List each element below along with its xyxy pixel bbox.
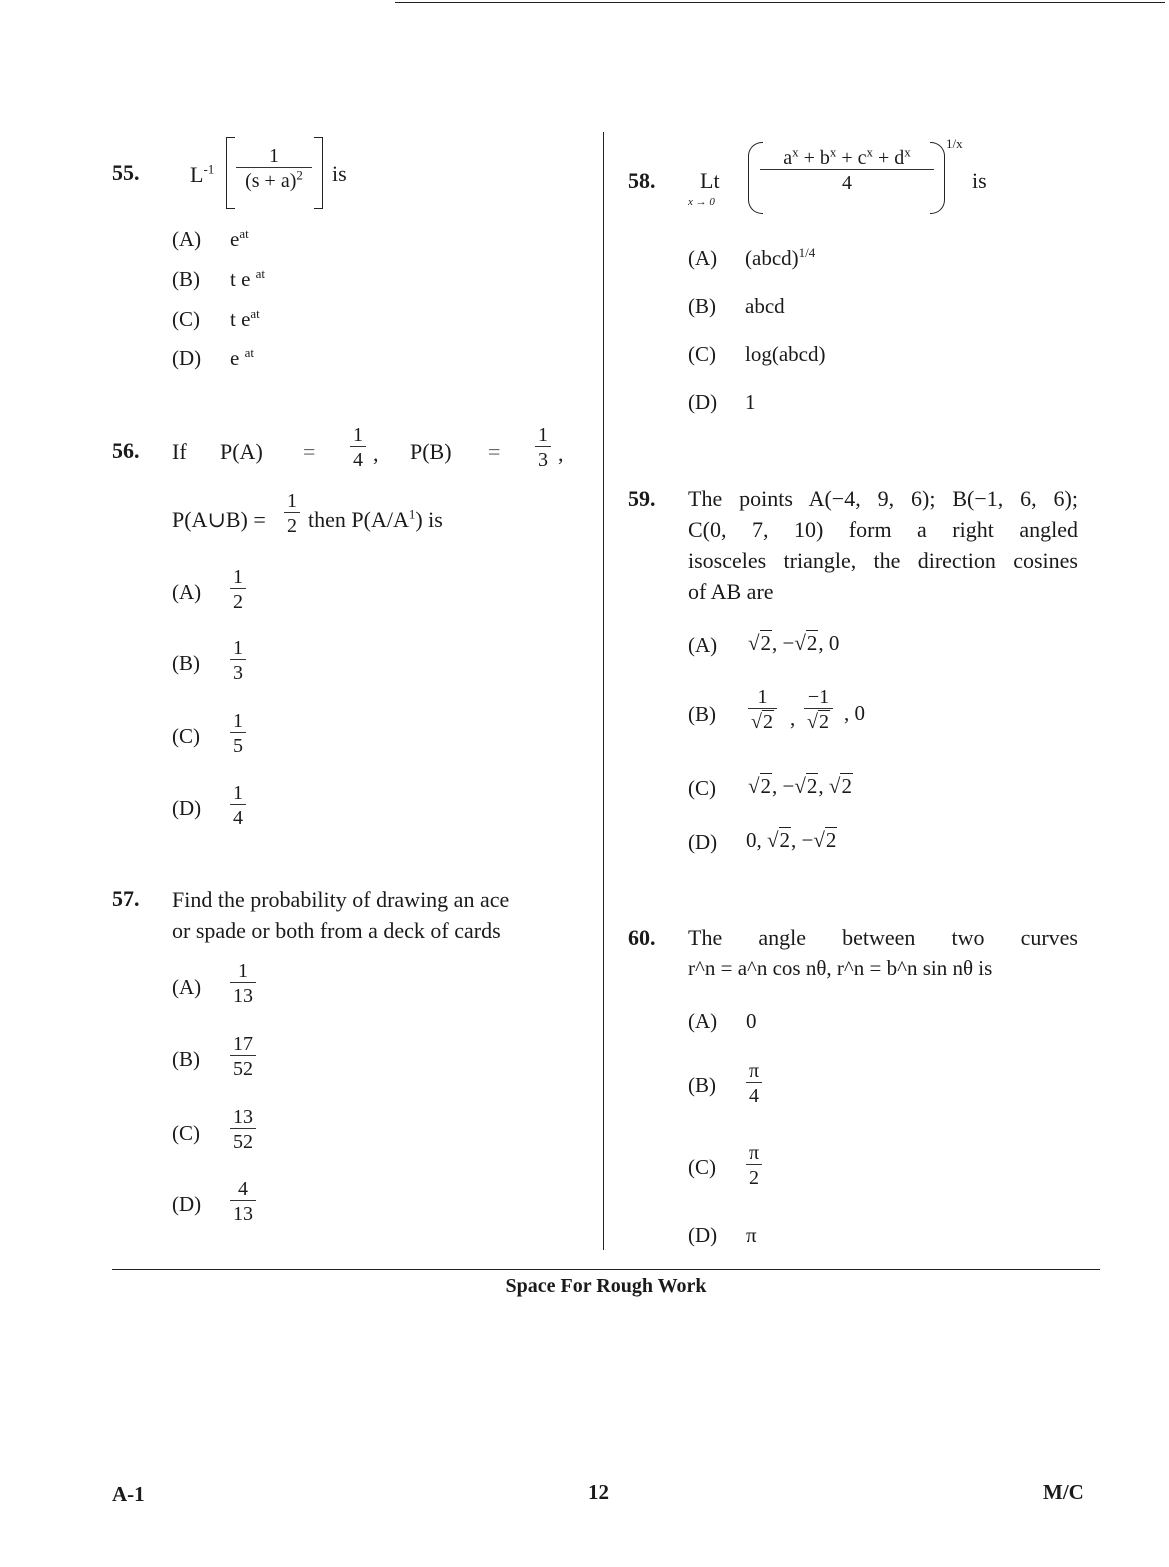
option-b-label: (B) — [172, 651, 200, 675]
option-a-value: $e^{at}$ — [230, 226, 249, 251]
option-b-end: , 0 — [844, 701, 865, 725]
q56-pa-fraction: $\frac{1}{4}$ — [350, 424, 366, 471]
q56-comma: , — [558, 441, 564, 466]
q58-tail: is — [972, 168, 987, 193]
option-b-label: (B) — [688, 294, 716, 318]
question-number: 56. — [112, 438, 140, 463]
option-d-label: (D) — [688, 1223, 718, 1247]
q56-pa: P(A) — [220, 439, 263, 464]
option-d-value: $\frac{1}{4}$ — [230, 782, 246, 829]
q56-comma: , — [373, 441, 379, 466]
option-a-label: (A) — [688, 633, 718, 657]
option-d-label: (D) — [688, 830, 718, 854]
option-d-value: $\frac{4}{13}$ — [230, 1178, 256, 1225]
option-c-value: $\frac{13}{52}$ — [230, 1106, 256, 1153]
top-rule — [395, 2, 1165, 3]
booklet-code: A-1 — [112, 1482, 145, 1506]
option-d-label: (D) — [172, 346, 202, 370]
q58-outer-sup: 1/x — [946, 136, 963, 151]
option-a-value: (abcd)$^{1/4}$ — [745, 245, 816, 270]
option-c-label: (C) — [172, 724, 200, 748]
q56-pb-fraction: $\frac{1}{3}$ — [535, 424, 551, 471]
right-bracket — [314, 137, 323, 209]
footer-rule — [112, 1269, 1100, 1270]
question-number: 55. — [112, 160, 140, 185]
option-a-label: (A) — [172, 227, 202, 251]
option-b-label: (B) — [688, 1073, 716, 1097]
option-d-value: 1 — [745, 390, 756, 414]
option-c-label: (C) — [688, 776, 716, 800]
q55-tail: is — [332, 161, 347, 186]
option-b-fraction-1: $\frac{1}{√2}$ — [748, 686, 777, 733]
page-number: 12 — [588, 1480, 609, 1504]
q58-fraction: $\frac{a^x + b^x + c^x + d^x}{4}$ — [762, 147, 932, 194]
option-c-label: (C) — [172, 307, 200, 331]
option-d-label: (D) — [172, 1192, 202, 1216]
option-b-label: (B) — [172, 267, 200, 291]
option-b-value: $\frac{1}{3}$ — [230, 637, 246, 684]
option-b-value: abcd — [745, 294, 785, 318]
option-c-value: $\frac{1}{5}$ — [230, 710, 246, 757]
option-b-value: $\frac{17}{52}$ — [230, 1033, 256, 1080]
limit-operator: Lt — [700, 168, 720, 193]
subject-code: M/C — [1043, 1480, 1084, 1504]
option-b-label: (B) — [688, 702, 716, 726]
option-b-value: $\frac{\pi}{4}$ — [746, 1060, 762, 1107]
option-a-label: (A) — [688, 1009, 718, 1033]
q56-eq2: = — [488, 439, 501, 464]
laplace-operator: $L^{-1}$ — [190, 161, 215, 187]
option-d-value: e $^{at}$ — [230, 345, 254, 370]
q56-line2-pre: P(A∪B) = — [172, 507, 266, 532]
option-d-value: 0, √2, −√2 — [746, 828, 837, 852]
option-d-label: (D) — [172, 796, 202, 820]
option-b-value: t e $^{at}$ — [230, 266, 266, 291]
question-number: 59. — [628, 486, 656, 511]
option-c-label: (C) — [688, 1155, 716, 1179]
q60-text: The angle between two curves r^n = a^n cos nθ, r^n = b^n sin nθ is — [688, 925, 1078, 980]
q59-text: The points A(−4, 9, 6); B(−1, 6, 6); C(0, 7, 10) form a right angled isosceles triangle, the direction cosines of AB are — [688, 486, 1078, 604]
option-a-label: (A) — [688, 246, 718, 270]
option-c-label: (C) — [688, 342, 716, 366]
option-c-value: t $e^{at}$ — [230, 306, 260, 331]
q56-pb: P(B) — [410, 439, 452, 464]
option-a-value: √2, −√2, 0 — [748, 631, 840, 655]
column-divider — [603, 132, 604, 1250]
option-d-label: (D) — [688, 390, 718, 414]
rough-work-heading: Space For Rough Work — [505, 1275, 707, 1297]
question-number: 58. — [628, 168, 656, 193]
option-c-value: √2, −√2, √2 — [748, 774, 852, 798]
option-a-value: 0 — [746, 1009, 757, 1033]
option-c-value: $\frac{\pi}{2}$ — [746, 1142, 762, 1189]
left-bracket — [226, 137, 235, 209]
option-c-value: log(abcd) — [745, 342, 826, 366]
option-b-sep: , — [790, 706, 796, 730]
option-a-label: (A) — [172, 975, 202, 999]
question-number: 60. — [628, 925, 656, 950]
question-number: 57. — [112, 886, 140, 911]
option-a-value: $\frac{1}{13}$ — [230, 960, 256, 1007]
q56-if: If — [172, 439, 187, 464]
option-b-fraction-2: $\frac{-1}{√2}$ — [804, 686, 833, 733]
q57-text: Find the probability of drawing an ace or spade or both from a deck of cards — [172, 887, 510, 943]
option-c-label: (C) — [172, 1121, 200, 1145]
option-b-label: (B) — [172, 1047, 200, 1071]
q55-fraction: $\frac{1}{(s + a)^2}$ — [236, 145, 312, 192]
limit-subscript: x → 0 — [688, 196, 715, 208]
option-a-value: $\frac{1}{2}$ — [230, 566, 246, 613]
q56-line2-fraction: $\frac{1}{2}$ — [284, 490, 300, 537]
option-a-label: (A) — [172, 580, 202, 604]
q56-eq1: = — [303, 439, 316, 464]
option-d-value: π — [746, 1223, 757, 1247]
q56-line2-post: then $P(A/A^1)$ is — [308, 506, 443, 532]
